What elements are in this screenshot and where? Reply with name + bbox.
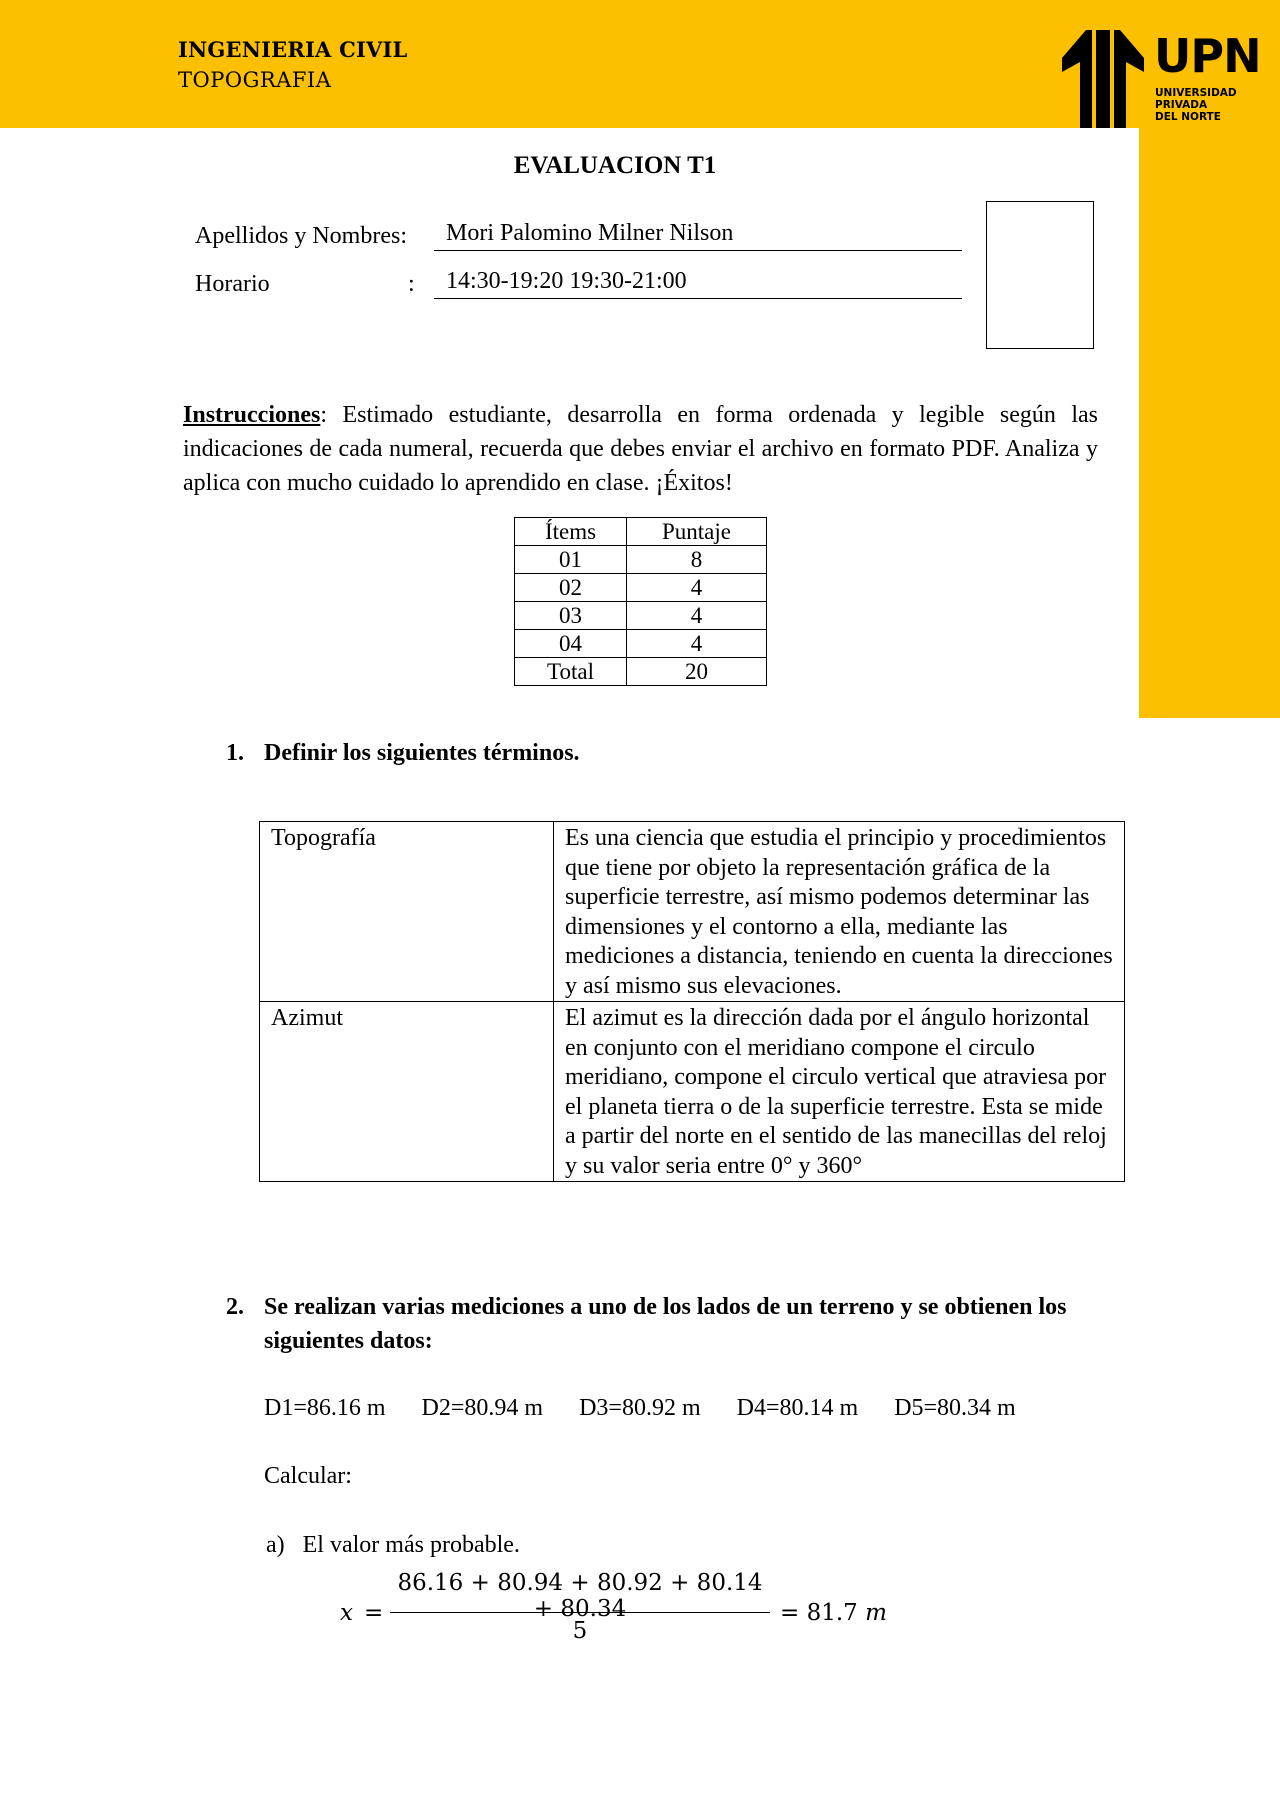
instructions-heading: Instrucciones: [183, 402, 321, 428]
table-row: [515, 602, 767, 630]
terms-table: [259, 821, 1125, 1182]
name-label: Apellidos y Nombres:: [195, 223, 407, 249]
definition-cell: El azimut es la dirección dada por el ángulo horizontal en conjunto con el meridiano compone el circulo meridiano, compone el circulo vertical que atraviesa por el planeta tierra o de la superficie terrestre. Esta se mide a partir del norte en el sentido de las manecillas del reloj y su valor seria entre 0° y 360°: [554, 1002, 1125, 1182]
table-row: [515, 574, 767, 602]
table-cell: 4: [627, 574, 767, 602]
formula-numerator: 86.16 + 80.94 + 80.92 + 80.14 + 80.34: [397, 1570, 763, 1622]
formula-equals: =: [364, 1600, 384, 1626]
measurement: D3=80.92 m: [579, 1395, 701, 1421]
question-1-heading: [226, 736, 580, 770]
header-title: INGENIERIA CIVIL: [178, 37, 408, 62]
table-cell: 4: [627, 630, 767, 658]
table-row: [515, 546, 767, 574]
schedule-label: Horario: [195, 271, 270, 297]
question-2-heading: [226, 1290, 1144, 1358]
table-header: Puntaje: [627, 518, 767, 546]
photo-box: [986, 201, 1094, 349]
measurement: D4=80.14 m: [736, 1395, 859, 1421]
calculate-label: Calcular:: [264, 1463, 352, 1489]
definition-cell: Es una ciencia que estudia el principio y procedimientos que tiene por objeto la representación gráfica de la superficie terrestre, así mismo podemos determinar las dimensiones y el contorno a ella, mediante las mediciones a distancia, teniendo en cuenta la direcciones y así mismo sus elevaciones.: [554, 822, 1125, 1002]
schedule-colon: :: [408, 271, 415, 297]
logo-text: UPN: [1154, 29, 1261, 83]
table-cell: 4: [627, 602, 767, 630]
question-text: Definir los siguientes términos.: [264, 740, 580, 766]
table-cell: 02: [515, 574, 627, 602]
question-number: 1.: [226, 740, 244, 766]
table-row: [260, 1002, 1125, 1182]
table-header: Ítems: [515, 518, 627, 546]
table-cell: 01: [515, 546, 627, 574]
term-cell: Azimut: [260, 1002, 554, 1182]
measurement: D5=80.34 m: [894, 1395, 1016, 1421]
table-row: [515, 630, 767, 658]
fraction-bar: [390, 1612, 770, 1613]
header-band: [0, 0, 1064, 128]
table-cell: 03: [515, 602, 627, 630]
score-table: [514, 517, 767, 686]
question-number: 2.: [226, 1294, 244, 1320]
table-header-row: [515, 518, 767, 546]
logo-subtitle: UNIVERSIDAD PRIVADA DEL NORTE: [1155, 87, 1237, 123]
formula-result: = 81.7 m: [780, 1600, 887, 1626]
header-subtitle: TOPOGRAFIA: [178, 68, 332, 92]
term-cell: Topografía: [260, 822, 554, 1002]
table-row: [515, 658, 767, 686]
upn-logo-icon: [1058, 28, 1148, 128]
evaluation-title: EVALUACION T1: [513, 152, 717, 179]
table-cell: Total: [515, 658, 627, 686]
table-row: [260, 822, 1125, 1002]
question-text: Se realizan varias mediciones a uno de los lados de un terreno y se obtienen los siguientes datos:: [264, 1294, 1067, 1354]
name-field: Mori Palomino Milner Nilson: [434, 220, 962, 251]
measurement: D1=86.16 m: [264, 1395, 386, 1421]
table-cell: 20: [627, 658, 767, 686]
item-a-text: a) El valor más probable.: [266, 1532, 520, 1558]
measurements-row: [264, 1395, 1046, 1422]
formula-denominator: 5: [572, 1618, 588, 1644]
table-cell: 8: [627, 546, 767, 574]
formula-variable: x: [340, 1600, 353, 1626]
instructions-text: : Estimado estudiante, desarrolla en forma ordenada y legible según las indicaciones de cada numeral, recuerda que debes enviar el archivo en formato PDF. Analiza y aplica con mucho cuidado lo aprendido en clase. ¡Éxitos!: [183, 402, 1098, 496]
schedule-field: 14:30-19:20 19:30-21:00: [434, 268, 962, 299]
table-cell: 04: [515, 630, 627, 658]
measurement: D2=80.94 m: [421, 1395, 544, 1421]
instructions-paragraph: [183, 398, 1098, 500]
